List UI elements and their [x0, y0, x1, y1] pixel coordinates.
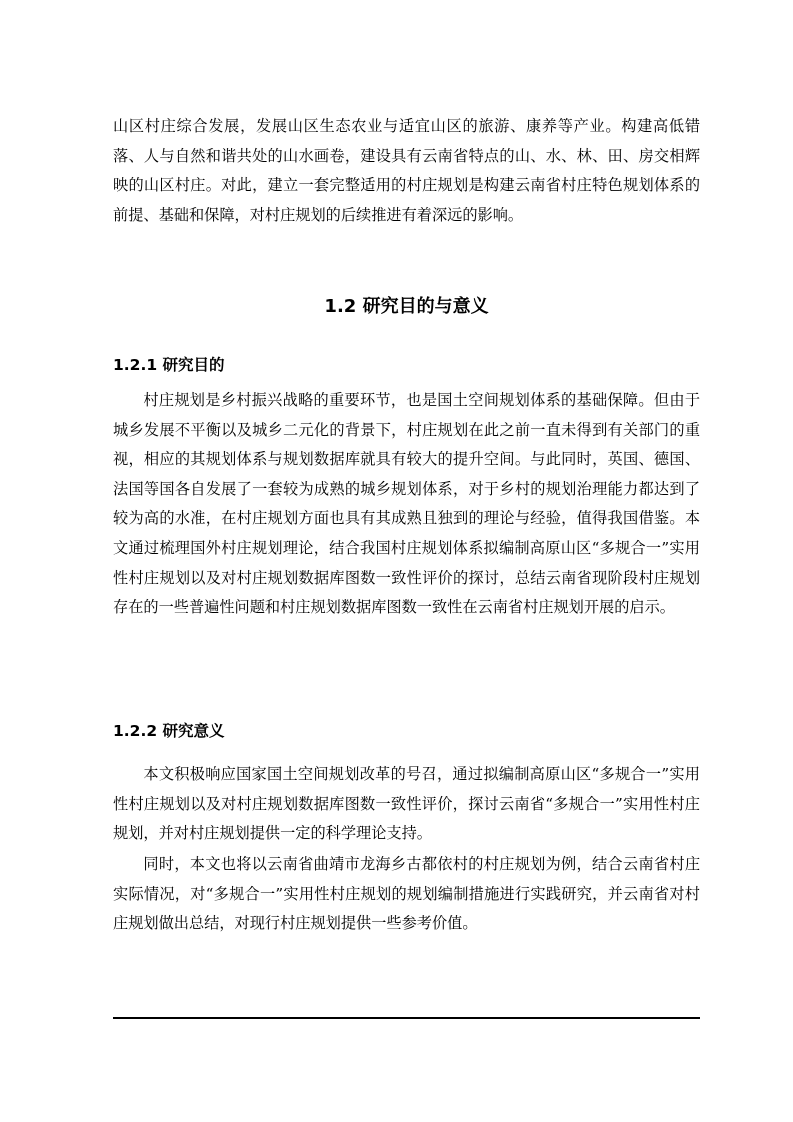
research-significance-paragraph-2: 同时，本文也将以云南省曲靖市龙海乡古都依村的村庄规划为例，结合云南省村庄实际情况，对“多规合一”实用性村庄规划的规划编制措施进行实践研究，并云南省对村庄规划做出总结，对现行村庄规划提供一些参考价值。 — [113, 855, 700, 933]
section-heading-1-2: 1.2 研究目的与意义 — [324, 296, 489, 317]
research-significance-paragraph-1: 本文积极响应国家国土空间规划改革的号召，通过拟编制高原山区“多规合一”实用性村庄规划以及对村庄规划数据库图数一致性评价，探讨云南省“多规合一”实用性村庄规划，并对村庄规划提供一定的科学理论支持。 — [113, 765, 700, 843]
subsection-heading-1-2-2: 1.2.2 研究意义 — [113, 722, 225, 740]
research-purpose-paragraph: 村庄规划是乡村振兴战略的重要环节，也是国土空间规划体系的基础保障。但由于城乡发展不平衡以及城乡二元化的背景下，村庄规划在此之前一直未得到有关部门的重视，相应的其规划体系与规划数据库就具有较大的提升空间。与此同时，英国、德国、法国等国各自发展了一套较为成熟的城乡规划体系，对于乡村的规划治理能力都达到了较为高的水准，在村庄规划方面也具有其成熟且独到的理论与经验，值得我国借鉴。本文通过梳理国外村庄规划理论，结合我国村庄规划体系拟编制高原山区“多规合一”实用性村庄规划以及对村庄规划数据库图数一致性评价的探讨，总结云南省现阶段村庄规划存在的一些普遍性问题和村庄规划数据库图数一致性在云南省村庄规划开展的启示。 — [113, 391, 700, 617]
intro-paragraph: 山区村庄综合发展，发展山区生态农业与适宜山区的旅游、康养等产业。构建高低错落、人与自然和谐共处的山水画卷，建设具有云南省特点的山、水、林、田、房交相辉映的山区村庄。对此，建立一套完整适用的村庄规划是构建云南省村庄特色规划体系的前提、基础和保障，对村庄规划的后续推进有着深远的影响。 — [113, 117, 700, 224]
footer-divider — [113, 1017, 700, 1019]
subsection-heading-1-2-1: 1.2.1 研究目的 — [113, 356, 225, 374]
